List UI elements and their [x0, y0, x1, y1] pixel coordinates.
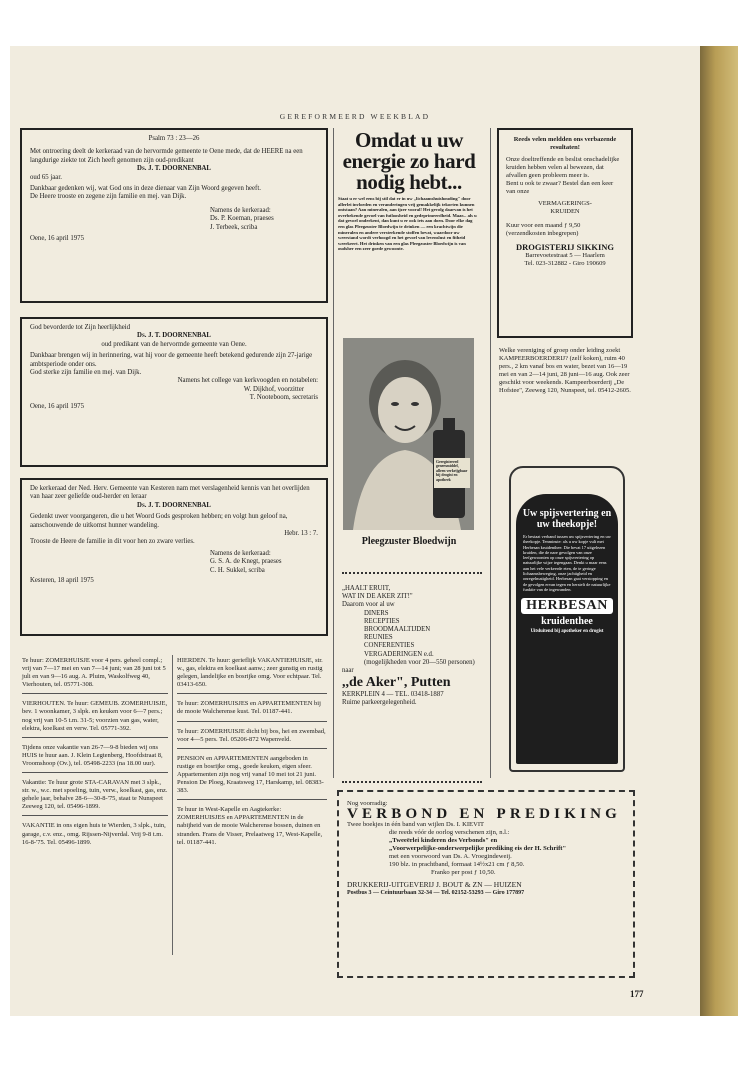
notice-text: Trooste de Heere de familie in dit voor hen zo zware verlies.	[30, 538, 195, 546]
kampeerboerderij-ad: Welke vereniging of groep onder leiding zoekt KAMPEERBOERDERIJ? (zelf koken), ruim 40 pers., 2 km vanaf bos en water, bezet van 16—19 mei en van 2—14 juni, 28 juni—16 aug. Ook zeer geschikt voor weekends. Kampeerboerderij „De Hofstee", Zeeweg 120, Nunspeet, tel. 05412-2605.	[499, 347, 631, 395]
signature-line: Ds. P. Koeman, praeses	[210, 215, 274, 223]
de-aker-advertisement	[342, 585, 482, 708]
classified-ad	[177, 753, 327, 800]
service-item: BROODMAALTIJDEN	[364, 626, 431, 634]
service-item: REUNIES	[364, 634, 393, 642]
service-item: DINERS	[364, 609, 389, 617]
ad-headline: Uw spijsvertering en uw theekopje!	[522, 508, 612, 530]
classified-ad	[177, 655, 327, 694]
classifieds-column-left	[22, 655, 168, 855]
publisher-name: DRUKKERIJ-UITGEVERIJ J. BOUT & ZN — HUIZEN	[347, 880, 522, 889]
classifieds-column-middle	[177, 655, 327, 855]
decorative-divider	[342, 572, 482, 578]
notice-place-date: Kesteren, 18 april 1975	[30, 577, 94, 585]
ad-headline: Reeds velen meldden ons verbazende resultaten!	[513, 136, 617, 151]
ad-headline: Omdat u uw energie zo hard nodig hebt...	[342, 128, 476, 194]
notice-text: oud predikant van de hervormde gemeente van Oene.	[101, 340, 247, 348]
signature-line: Namens de kerkeraad:	[210, 206, 271, 214]
classified-text: Tijdens onze vakantie van 26-7—9-8 bieden wij ons HUIS te huur aan. J. Klein Legtenberg, Hoofdstraat 8, Vroomshoop (Ov.), tel. 05498-2233 (na 18.00 uur).	[22, 743, 163, 767]
page-number: 177	[630, 989, 644, 999]
notice-text: De Heere trooste en zegene zijn familie en mej. van Dijk.	[30, 193, 187, 201]
notice-text: Dankbaar brengen wij in herinnering, wat hij voor de gemeente heeft betekend gedurende zijn 27-jarige ambtsperiode onder ons.	[30, 352, 313, 368]
classified-text: PENSION en APPARTEMENTEN aangeboden in rustige en bosrijke omg., goede keuken, eigen sfeer. Appartementen zijn nog vrij vanaf 10 mei tot 21 juni. Pension De Ploeg, Kraatsweg 17, Harskamp, tel. 08383-383.	[177, 754, 324, 795]
ad-lead: WAT IN DE AKER ZIT!"	[342, 593, 413, 601]
ad-text: Bent u ook te zwaar? Bestel dan een keer van onze	[506, 180, 614, 195]
classified-ad	[22, 742, 168, 773]
herbesan-advertisement	[509, 466, 625, 772]
ad-body: Er bestaat verband tussen uw spijsvertering en uw theekopje. Tenminste: als u uw kopje vult met Herbesan kruidenthee. Die bevat 17 uitgelezen kruiden, die de nare gevolgen van onze leefgewoonten op onze spijsvertering op natuurlijke wijze tegengaan. Denkt u maar eens aan het vele verkeerde eten, de te geringe lichaamsbeweging, onze jachtigheid en onregelmatigheid. Herbesan gaat verstopping en de gevolgen ervan tegen en herstelt de natuurlijke funktie van de ingewanden.	[523, 534, 611, 592]
signature-line: C. H. Sukkel, scriba	[210, 566, 265, 574]
classified-ad	[22, 698, 168, 737]
shop-street: Barrevoetestraat 5 — Haarlem	[525, 252, 605, 259]
notice-text: De kerkeraad der Ned. Herv. Gemeente van Kesteren nam met verslagenheid kennis van het overlijden van haar zeer geliefde oud-herder en leraar	[30, 485, 310, 501]
notice-text: God bevorderde tot Zijn heerlijkheid	[30, 324, 131, 331]
notice-text: Gedenkt uwer voorgangeren, die u het Woord Gods gesproken hebben; en volgt hun geloof na, aanschouwende de uitkomst hunner wandeling.	[30, 513, 288, 529]
signature-line: J. Terbeek, scriba	[210, 223, 258, 231]
signature-line: G. S. A. de Knegt, praeses	[210, 558, 282, 566]
bottle-label: Geregistreerd geneesmiddel, alleen verkrijgbaar bij drogist en apotheek	[434, 458, 470, 488]
classified-ad	[22, 655, 168, 694]
obituary-notice-1	[20, 128, 328, 303]
decorative-divider	[342, 781, 482, 787]
notice-text: Dankbaar gedenken wij, wat God ons in deze dienaar van Zijn Woord gegeven heeft.	[30, 185, 261, 193]
classified-text: Vakantie: Te huur grote STA-CARAVAN met 3 slpk., str. w., w.c. met spoeling, tuin, verw., koelkast, gas, enz. gehele jaar, behalve 28-6—30-8-'75, staat te Nunspeet Zeeweg 120, tel. 05496-1899.	[22, 779, 168, 811]
service-item: (mogelijkheden voor 20—550 personen)	[364, 658, 475, 666]
classified-text: VIERHOUTEN. Te huur: GEMEUB. ZOMERHUISJE, bev. 1 woonkamer, 3 slpk. en keuken voor 6—7 pers.; nog vrij van 10-5 t.m. 31-5; voorzien van gas, water, elektra, koelkast en verw. Tel. 05771-392.	[22, 700, 168, 732]
book-detail-line: die reeds vóór de oorlog verschenen zijn, n.l.:	[389, 829, 510, 836]
deceased-name: Ds. J. T. DOORNENBAL	[137, 165, 211, 173]
signature-line: Namens de kerkeraad:	[210, 549, 271, 557]
drogisterij-advertisement	[497, 128, 633, 338]
psalm-verse: Psalm 73 : 23—26	[148, 135, 200, 142]
scan-margin-top	[0, 0, 738, 46]
column-rule	[490, 128, 491, 778]
book-details	[347, 829, 625, 877]
classified-ad	[177, 698, 327, 721]
classified-text: Te huur in West-Kapelle en Aagtekerke: ZOMERHUISJES en APPARTEMENTEN in de nabijheid van de mooie Walcherense bossen, duinen en stranden. Frans de Visser, Prelaatweg 17, West-Kapelle, tel. 01187-441.	[177, 806, 323, 846]
product-name: VERMAGERINGS-	[538, 200, 592, 207]
obituary-notice-2	[20, 317, 328, 467]
ad-naar: naar	[342, 667, 354, 675]
classified-text: Te huur: ZOMERHUISJE dicht bij bos, hei en zwembad, voor 4—5 pers. Tel. 05206-872 Wapenveld.	[177, 727, 326, 743]
price: Kuur voor een maand ƒ 9,50	[506, 222, 581, 229]
availability-note: Uitsluitend bij apotheker en drogist	[530, 629, 604, 635]
service-item: RECEPTIES	[364, 617, 400, 625]
scan-margin-bottom	[0, 1016, 738, 1068]
book-desc: Twee boekjes in één band van wijlen Ds. I. KIEVIT	[347, 821, 485, 828]
brand-name: Pleegzuster Bloedwijn	[361, 536, 457, 547]
shop-phone: Tel. 023-312882 - Giro 190609	[524, 260, 606, 267]
deceased-name: Ds. J. T. DOORNENBAL	[137, 501, 211, 509]
book-detail-line: met een voorwoord van Ds. A. Vroegindeweij.	[389, 853, 512, 860]
classified-text: HIERDEN. Te huur: gerieflijk VAKANTIEHUISJE, str. w., gas, elektra en koelkast aanw.; zeer gunstig en rustig gelegen, landelijke en bosrijke omg. Voor echtpaar. Tel. 03413-650.	[177, 657, 323, 689]
classified-text: Te huur: ZOMERHUISJES en APPARTEMENTEN bij de mooie Walcherense kust. Tel. 01187-441.	[177, 700, 321, 716]
shop-name: DROGISTERIJ SIKKING	[515, 242, 614, 252]
notice-place-date: Oene, 16 april 1975	[30, 235, 84, 243]
publisher-address: Postbus 3 — Ceintuurbaan 32-34 — Tel. 02152-53293 — Giro 177897	[347, 890, 525, 896]
scripture-reference: Hebr. 13 : 7.	[284, 530, 318, 538]
herbesan-logo: HERBESAN	[521, 598, 613, 614]
herbesan-panel	[516, 494, 618, 764]
product-name: KRUIDEN	[550, 208, 580, 215]
notice-place-date: Oene, 16 april 1975	[30, 402, 84, 410]
page-edge-binding	[700, 46, 738, 1016]
book-detail-line: „Tweeërlei kinderen des Verbonds" en	[389, 837, 498, 844]
service-item: VERGADERINGEN e.d.	[364, 650, 434, 658]
signature-line: W. Dijkhof, voorzitter	[243, 385, 304, 393]
column-rule	[333, 128, 334, 778]
verbond-prediking-advertisement	[337, 790, 635, 978]
classified-ad	[177, 804, 327, 850]
book-detail-line: „Voorwerpelijke-onderwerpelijke prediking eis der H. Schrift"	[389, 845, 567, 852]
classified-ad	[22, 777, 168, 816]
bloedwijn-advertisement	[338, 130, 480, 252]
service-item: CONFERENTIES	[364, 642, 415, 650]
venue-extra: Ruime parkeergelegenheid.	[342, 699, 417, 707]
classified-ad	[177, 726, 327, 749]
venue-name: ,,de Aker", Putten	[342, 675, 451, 691]
signature-line: Namens het college van kerkvoogden en notabelen:	[177, 377, 318, 385]
notice-text: God sterke zijn familie en mej. van Dijk.	[30, 369, 142, 377]
signature-line: T. Nooteboom, secretaris	[249, 394, 318, 402]
ad-lead: „HAALT ERUIT,	[342, 585, 391, 592]
classified-text: Te huur: ZOMERHUISJE voor 4 pers. geheel compl.; vrij van 7—17 mei en van 7—14 juni; van 28 juni tot 5 juli en van 9—16 aug. A. Pluim, Waskolfweg 40, Vierhouten, tel. 05771-308.	[22, 657, 166, 689]
ad-body: Staat u er wel eens bij stil dat er in uw „lichaamshuishouding" door allerlei invloeden en veranderingen vrij gemakkelijk tekorten kunnen ontstaan? Aan mineralen, aan ijzer vooral! Het gevolg daarvan is het overbekende gevoel van futloosheid en gedeprimeerdheid. Maar... als u dat gevoel onderkent, dan kunt u er ook iets aan doen. Door elke dag een glas Pleegzuster Bloedwijn te drinken — een krachtwijn die mineralen en andere versterkende stoffen bevat, waardoor uw weerstand wordt verhoogd en het gevoel van levenslust en fitheid weerkeert. Het drinken van een glas Pleegzuster Bloedwijn is van oudsher een zeer goede gewoonte.	[338, 196, 477, 252]
ad-text: Onze doeltreffende en beslist onschadelijke kruiden hebben velen al bewezen, dat afvallen geen probleem meer is.	[506, 156, 620, 179]
classified-text: VAKANTIE in ons eigen huis te Wierden, 3 slpk., tuin, garage, c.v. enz., omg. Rijssen-Nijverdal. Vrij 9-8 t.m. 16-8-'75. Tel. 05496-1899.	[22, 822, 166, 846]
services-list	[342, 610, 482, 667]
notice-age: oud 65 jaar.	[30, 173, 62, 181]
notice-text: Met ontroering deelt de kerkeraad van de hervormde gemeente te Oene mede, dat de HEERE na een langdurige ziekte tot Zich heeft genomen zijn oud-predikant	[30, 148, 303, 164]
obituary-notice-3	[20, 478, 328, 636]
book-title: VERBOND EN PREDIKING	[347, 806, 622, 822]
ad-intro: Daarom voor al uw	[342, 601, 395, 609]
column-rule	[172, 655, 173, 955]
ad-lead: Nog voorradig:	[347, 800, 388, 807]
woman-photo	[343, 338, 474, 530]
venue-address: KERKPLEIN 4 — TEL. 03418-1887	[342, 691, 444, 699]
woman-with-bottle-illustration	[343, 338, 474, 530]
classified-ad	[22, 820, 168, 850]
product-subtitle: kruidenthee	[541, 616, 593, 628]
deceased-name: Ds. J. T. DOORNENBAL	[137, 332, 211, 340]
book-detail-line: Franko per post ƒ 10,50.	[431, 869, 496, 876]
price-note: (verzendkosten inbegrepen)	[506, 230, 579, 237]
page-header: GEREFORMEERD WEEKBLAD	[279, 112, 431, 121]
book-detail-line: 190 blz. in prachtband, formaat 14½x21 cm ƒ 8,50.	[389, 861, 525, 868]
